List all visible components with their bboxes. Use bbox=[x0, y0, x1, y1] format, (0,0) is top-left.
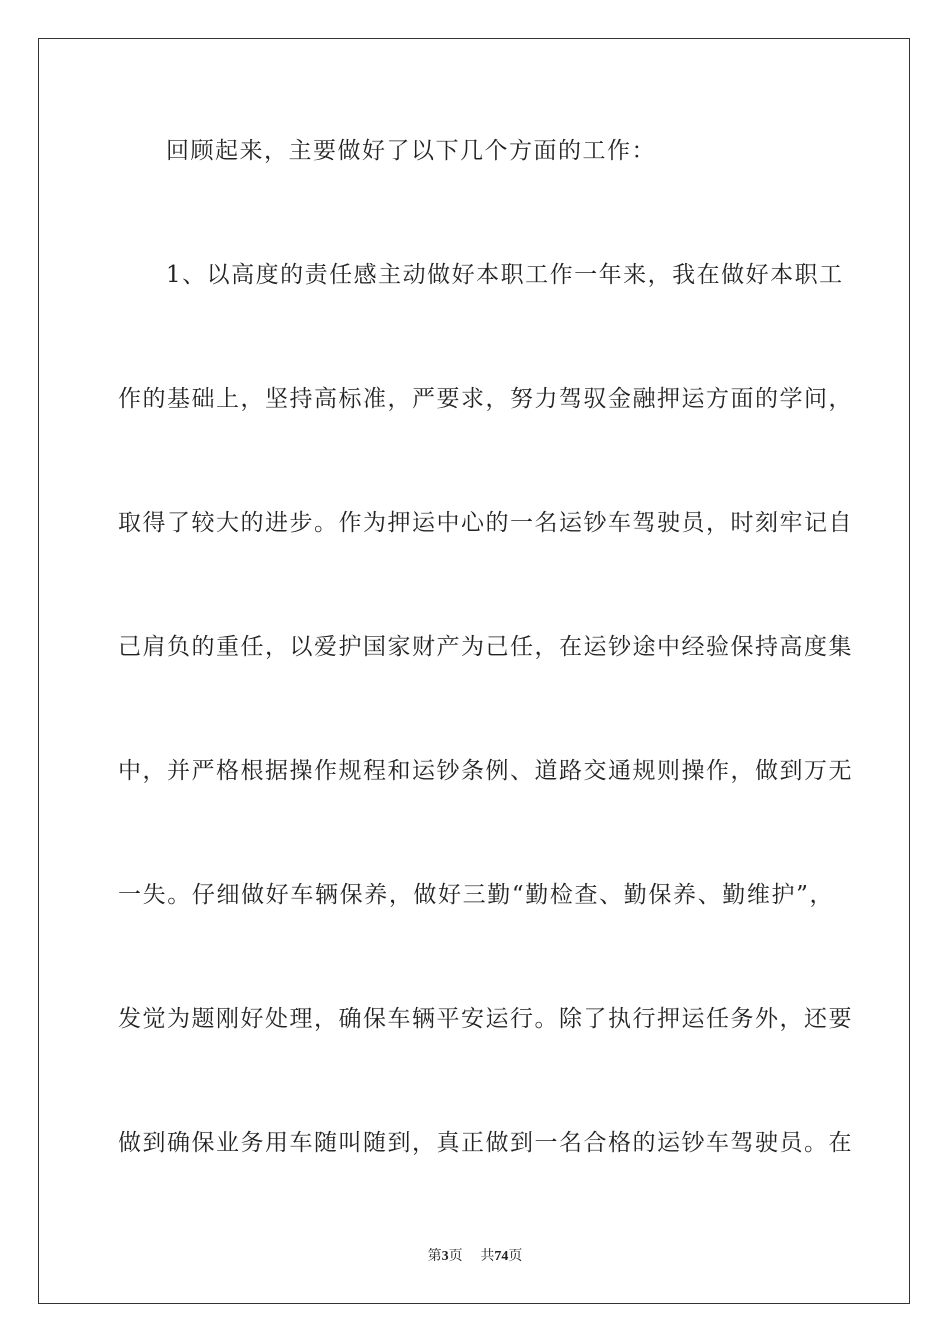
paragraph-line-5: 己肩负的重任，以爱护国家财产为己任，在运钞途中经验保持高度集 bbox=[118, 634, 853, 660]
footer-total-prefix: 共 bbox=[480, 1248, 495, 1264]
paragraph-line-4: 取得了较大的进步。作为押运中心的一名运钞车驾驶员，时刻牢记自 bbox=[118, 510, 853, 536]
paragraph-line-1: 回顾起来，主要做好了以下几个方面的工作： bbox=[166, 138, 656, 164]
paragraph-line-8: 发觉为题刚好处理，确保车辆平安运行。除了执行押运任务外，还要 bbox=[118, 1006, 853, 1032]
page-footer bbox=[0, 1247, 950, 1266]
paragraph-line-2: 1、以高度的责任感主动做好本职工作一年来，我在做好本职工 bbox=[166, 262, 844, 288]
footer-page-prefix: 第 bbox=[427, 1248, 442, 1264]
footer-page-suffix: 页 bbox=[448, 1248, 463, 1264]
paragraph-line-9: 做到确保业务用车随叫随到，真正做到一名合格的运钞车驾驶员。在 bbox=[118, 1130, 853, 1156]
footer-total-suffix: 页 bbox=[508, 1248, 523, 1264]
paragraph-line-6: 中，并严格根据操作规程和运钞条例、道路交通规则操作，做到万无 bbox=[118, 758, 853, 784]
paragraph-line-7: 一失。仔细做好车辆保养，做好三勤“勤检查、勤保养、勤维护”， bbox=[118, 882, 834, 908]
paragraph-line-3: 作的基础上，坚持高标准，严要求，努力驾驭金融押运方面的学问， bbox=[118, 386, 853, 412]
footer-total-pages: 74 bbox=[494, 1249, 509, 1264]
page-border bbox=[38, 38, 910, 1304]
footer-page-number: 3 bbox=[441, 1249, 449, 1264]
